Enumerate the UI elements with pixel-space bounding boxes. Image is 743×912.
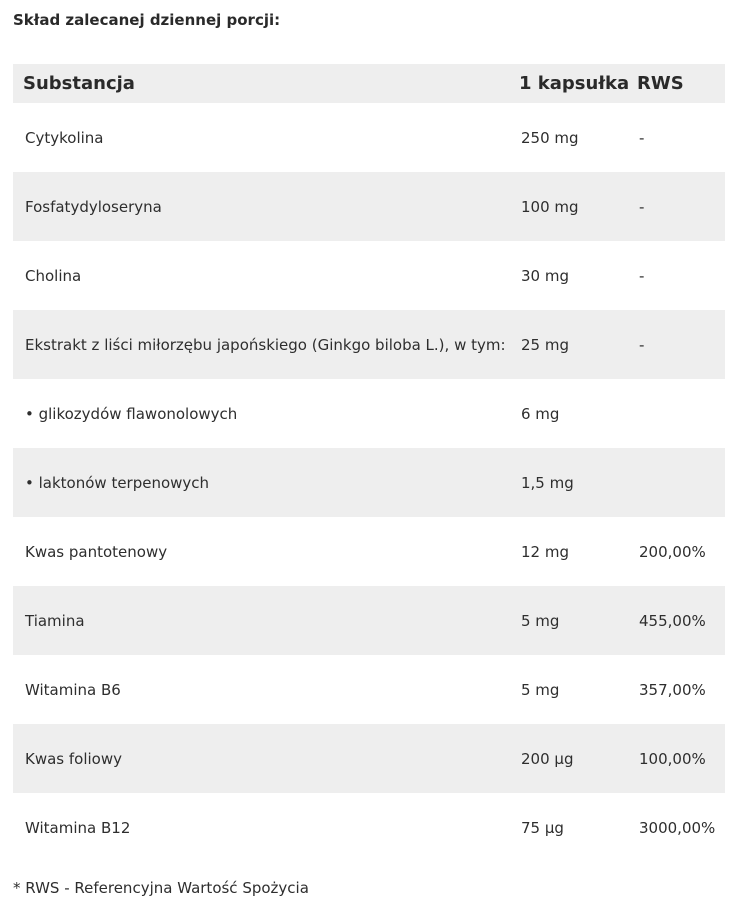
cell-amount: 25 mg xyxy=(521,335,569,354)
cell-amount: 250 mg xyxy=(521,128,579,147)
table-row xyxy=(13,724,725,793)
cell-amount: 100 mg xyxy=(521,197,579,216)
cell-rws xyxy=(627,448,725,517)
cell-amount: 1,5 mg xyxy=(521,473,574,492)
table-row xyxy=(13,172,725,241)
cell-amount: 30 mg xyxy=(521,266,569,285)
cell-rws: 100,00% xyxy=(639,749,706,768)
cell-rws xyxy=(627,379,725,448)
cell-substance: Cytykolina xyxy=(25,128,104,147)
table-row xyxy=(13,241,725,310)
header-rws: RWS xyxy=(637,73,684,94)
cell-rws: - xyxy=(639,128,645,147)
table-header-row xyxy=(13,64,725,103)
cell-substance: Witamina B12 xyxy=(25,818,131,837)
cell-substance: • laktonów terpenowych xyxy=(25,473,210,492)
cell-substance: Fosfatydyloseryna xyxy=(25,197,162,216)
cell-rws: 3000,00% xyxy=(639,818,716,837)
cell-amount: 6 mg xyxy=(521,404,560,423)
cell-rws: - xyxy=(639,266,645,285)
cell-substance: Witamina B6 xyxy=(25,680,121,699)
cell-substance: • glikozydów flawonolowych xyxy=(25,404,238,423)
composition-table xyxy=(13,64,725,862)
cell-substance: Ekstrakt z liści miłorzębu japońskiego (Ginkgo biloba L.), w tym: xyxy=(25,335,506,354)
cell-amount: 200 µg xyxy=(521,749,574,768)
header-substance: Substancja xyxy=(23,73,135,94)
table-row xyxy=(13,103,725,172)
cell-amount: 5 mg xyxy=(521,680,560,699)
table-row xyxy=(13,793,725,862)
header-amount: 1 kapsułka xyxy=(519,73,630,94)
cell-rws: 455,00% xyxy=(639,611,706,630)
cell-amount: 5 mg xyxy=(521,611,560,630)
cell-rws: - xyxy=(639,197,645,216)
section-heading: Skład zalecanej dziennej porcji: xyxy=(13,11,281,29)
cell-rws: - xyxy=(639,335,645,354)
cell-rws: 357,00% xyxy=(639,680,706,699)
cell-substance: Cholina xyxy=(25,266,82,285)
table-row xyxy=(13,655,725,724)
table-row xyxy=(13,517,725,586)
cell-rws: 200,00% xyxy=(639,542,706,561)
cell-substance: Kwas pantotenowy xyxy=(25,542,168,561)
cell-amount: 12 mg xyxy=(521,542,569,561)
table-row xyxy=(13,586,725,655)
cell-substance: Tiamina xyxy=(25,611,85,630)
cell-substance: Kwas foliowy xyxy=(25,749,122,768)
cell-amount: 75 µg xyxy=(521,818,564,837)
footnote: * RWS - Referencyjna Wartość Spożycia xyxy=(13,879,309,897)
table-row xyxy=(13,310,725,379)
table-row xyxy=(13,448,725,517)
table-row xyxy=(13,379,725,448)
